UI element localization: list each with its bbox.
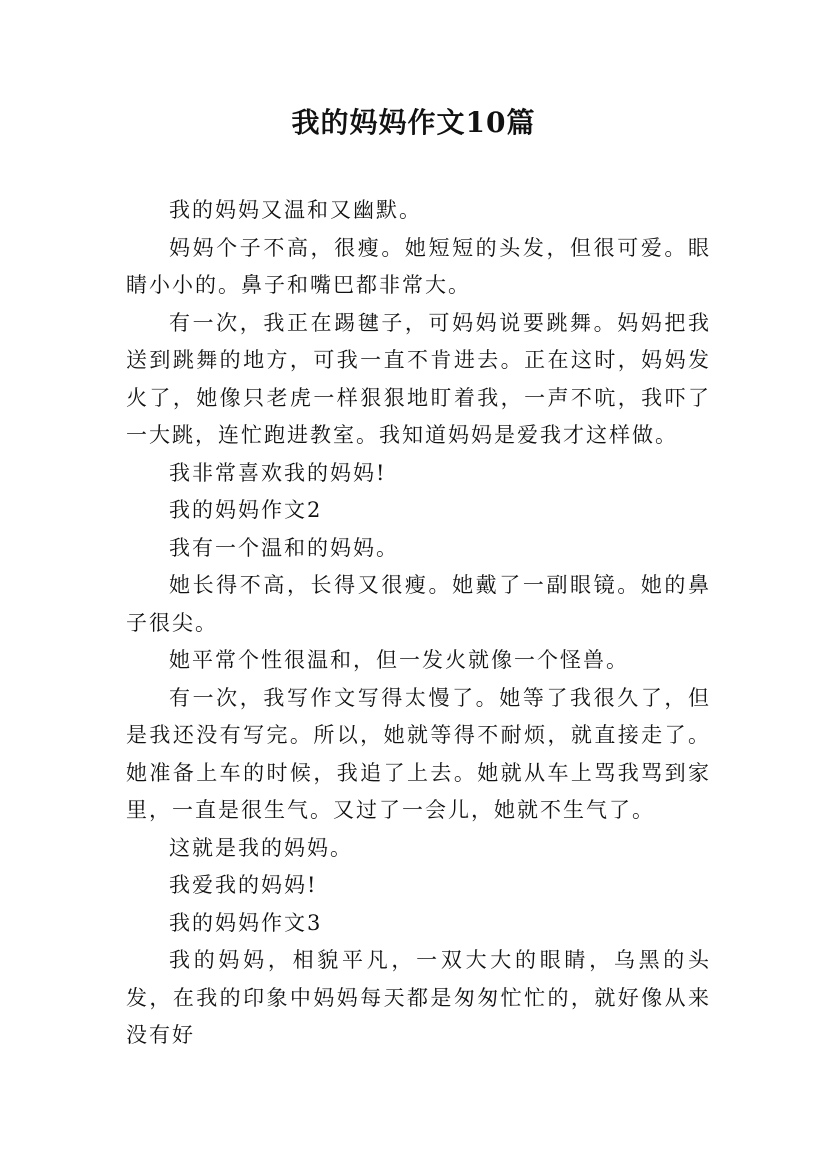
paragraph: 我的妈妈，相貌平凡，一双大大的眼睛，乌黑的头发，在我的印象中妈妈每天都是匆匆忙忙的，就好像从来没有好 xyxy=(126,948,711,1047)
paragraph: 我爱我的妈妈! xyxy=(169,873,318,897)
paragraph: 她长得不高，长得又很瘦。她戴了一副眼镜。她的鼻子很尖。 xyxy=(126,573,711,635)
document-body xyxy=(126,192,711,1055)
paragraph: 有一次，我正在踢毽子，可妈妈说要跳舞。妈妈把我送到跳舞的地方，可我一直不肯进去。正在这时，妈妈发火了，她像只老虎一样狠狠地盯着我，一声不吭，我吓了一大跳，连忙跑进教室。我知道妈妈是爱我才这样做。 xyxy=(126,310,711,447)
document-title: 我的妈妈作文10篇 xyxy=(291,106,536,139)
section-heading: 我的妈妈作文2 xyxy=(169,498,323,522)
paragraph: 我非常喜欢我的妈妈! xyxy=(169,460,387,485)
paragraph: 妈妈个子不高，很瘦。她短短的头发，但很可爱。眼睛小小的。鼻子和嘴巴都非常大。 xyxy=(126,235,711,297)
paragraph: 她平常个性很温和，但一发火就像一个怪兽。 xyxy=(169,648,629,672)
paragraph: 有一次，我写作文写得太慢了。她等了我很久了，但是我还没有写完。所以，她就等得不耐烦，就直接走了。她准备上车的时候，我追了上去。她就从车上骂我骂到家里，一直是很生气。又过了一会儿，她就不生气了。 xyxy=(126,685,711,822)
section-heading: 我的妈妈作文3 xyxy=(169,910,323,935)
paragraph: 这就是我的妈妈。 xyxy=(169,835,353,860)
paragraph: 我的妈妈又温和又幽默。 xyxy=(169,198,422,222)
paragraph: 我有一个温和的妈妈。 xyxy=(169,535,399,560)
